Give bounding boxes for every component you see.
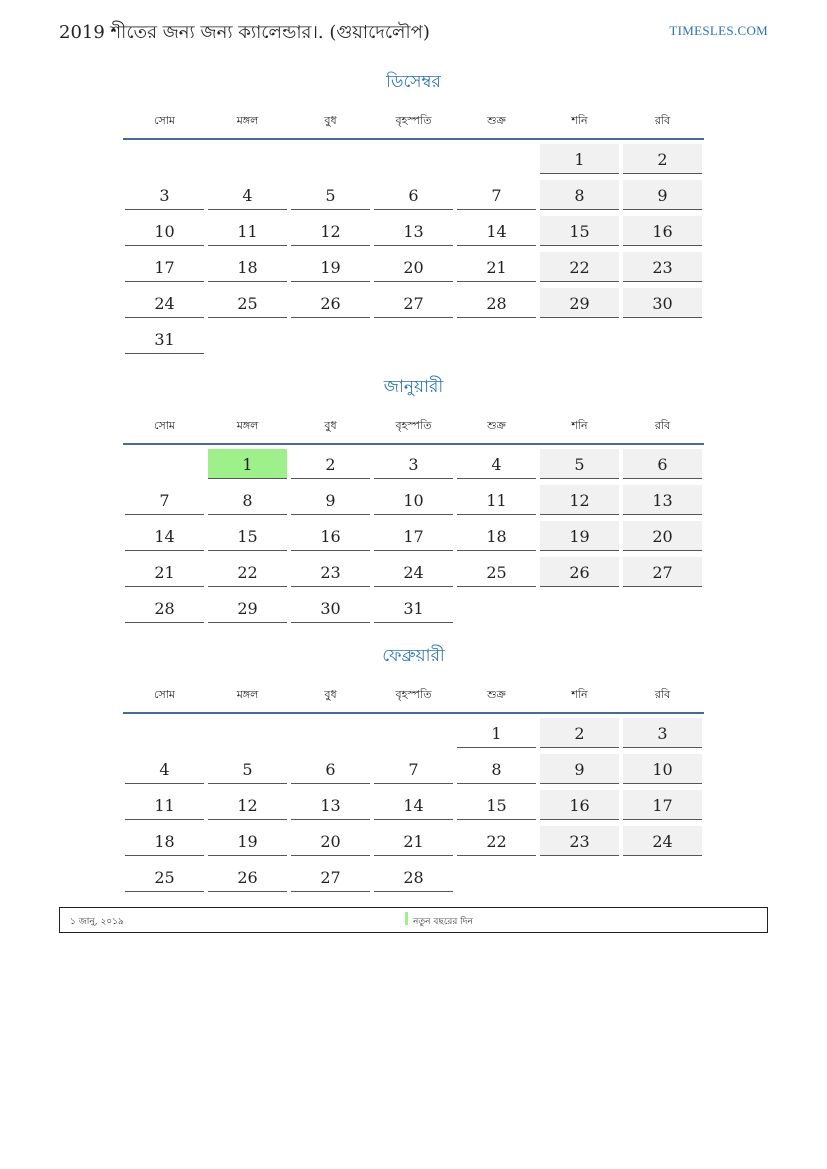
weekday-label: শুক্র [487,687,506,701]
day-cell: 23 [540,826,619,856]
day-cell: 27 [374,288,453,318]
day-cell: 26 [208,862,287,892]
day-cell: 8 [540,180,619,210]
day-cell: 20 [291,826,370,856]
day-grid [123,140,704,360]
holiday-legend [59,907,768,933]
weekday-label: বুধ [324,418,337,432]
weekday-label: সোম [153,418,176,432]
day-cell: 6 [623,449,702,479]
day-cell: 14 [457,216,536,246]
day-cell: 10 [623,754,702,784]
day-cell: 3 [125,180,204,210]
day-cell: 26 [291,288,370,318]
day-cell: 21 [457,252,536,282]
weekday-label: শনি [571,418,588,432]
day-cell: 27 [623,557,702,587]
day-cell: 11 [125,790,204,820]
month-january [123,375,704,629]
day-cell: 23 [291,557,370,587]
weekday-label: বৃহস্পতি [395,418,432,432]
empty-day-cell [374,718,453,748]
empty-day-cell [291,718,370,748]
weekday-label: সোম [153,687,176,701]
day-cell: 30 [623,288,702,318]
weekday-label: শুক্র [487,418,506,432]
weekday-label: শনি [571,113,588,127]
day-cell: 25 [457,557,536,587]
day-cell: 4 [125,754,204,784]
day-cell: 9 [623,180,702,210]
weekday-header [123,409,704,445]
day-cell: 19 [291,252,370,282]
weekday-label: রবি [654,687,671,701]
day-cell: 30 [291,593,370,623]
day-cell: 28 [374,862,453,892]
weekday-label: বুধ [324,687,337,701]
empty-day-cell [125,718,204,748]
day-cell: 29 [208,593,287,623]
day-cell: 24 [374,557,453,587]
day-cell: 21 [374,826,453,856]
empty-day-cell [125,144,204,174]
day-cell: 8 [457,754,536,784]
day-cell: 31 [374,593,453,623]
weekday-label: বৃহস্পতি [395,113,432,127]
day-cell: 8 [208,485,287,515]
day-grid [123,714,704,898]
day-cell: 1 [208,449,287,479]
month-december [123,70,704,360]
day-cell: 18 [457,521,536,551]
day-cell: 16 [623,216,702,246]
day-cell: 16 [291,521,370,551]
day-cell: 22 [457,826,536,856]
day-cell: 11 [457,485,536,515]
weekday-label: বুধ [324,113,337,127]
day-cell: 13 [623,485,702,515]
day-cell: 20 [374,252,453,282]
day-cell: 6 [291,754,370,784]
day-cell: 15 [457,790,536,820]
day-cell: 2 [623,144,702,174]
day-cell: 28 [457,288,536,318]
day-cell: 21 [125,557,204,587]
day-cell: 1 [540,144,619,174]
day-cell: 26 [540,557,619,587]
day-cell: 19 [540,521,619,551]
month-title: ডিসেম্বর [386,72,441,92]
day-cell: 7 [374,754,453,784]
month-february [123,644,704,898]
day-cell: 19 [208,826,287,856]
day-cell: 24 [623,826,702,856]
day-cell: 4 [457,449,536,479]
weekday-header [123,678,704,714]
day-cell: 15 [208,521,287,551]
day-cell: 2 [291,449,370,479]
weekday-label: রবি [654,113,671,127]
day-cell: 3 [374,449,453,479]
legend-holiday-name: নতুন বছরের দিন [413,917,473,927]
day-cell: 2 [540,718,619,748]
day-cell: 24 [125,288,204,318]
day-cell: 12 [540,485,619,515]
day-cell: 23 [623,252,702,282]
day-cell: 10 [125,216,204,246]
day-cell: 7 [125,485,204,515]
day-cell: 15 [540,216,619,246]
page-title: 2019 শীতের জন্য জন্য ক্যালেন্ডার।. (গুয়াদেলৌপ) [59,22,430,43]
empty-day-cell [208,144,287,174]
weekday-label: রবি [654,418,671,432]
day-cell: 10 [374,485,453,515]
weekday-label: বৃহস্পতি [395,687,432,701]
day-cell: 3 [623,718,702,748]
day-cell: 13 [374,216,453,246]
empty-day-cell [457,144,536,174]
day-cell: 31 [125,324,204,354]
day-cell: 7 [457,180,536,210]
day-cell: 22 [208,557,287,587]
day-cell: 13 [291,790,370,820]
day-cell: 28 [125,593,204,623]
empty-day-cell [291,144,370,174]
day-cell: 20 [623,521,702,551]
weekday-label: সোম [153,113,176,127]
day-cell: 5 [540,449,619,479]
day-cell: 14 [125,521,204,551]
site-link[interactable]: TIMESLES.COM [669,23,768,38]
day-cell: 17 [125,252,204,282]
weekday-header [123,104,704,140]
day-cell: 14 [374,790,453,820]
holiday-color-swatch [405,912,408,925]
month-title: জানুয়ারী [383,377,444,397]
legend-date: ১ জানু, ২০১৯ [70,917,124,927]
day-cell: 12 [291,216,370,246]
weekday-label: মঙ্গল [236,687,259,701]
day-cell: 1 [457,718,536,748]
day-cell: 5 [291,180,370,210]
day-cell: 6 [374,180,453,210]
day-cell: 29 [540,288,619,318]
empty-day-cell [374,144,453,174]
day-cell: 25 [208,288,287,318]
empty-day-cell [125,449,204,479]
day-cell: 27 [291,862,370,892]
day-cell: 16 [540,790,619,820]
day-grid [123,445,704,629]
day-cell: 18 [125,826,204,856]
day-cell: 25 [125,862,204,892]
day-cell: 12 [208,790,287,820]
day-cell: 9 [540,754,619,784]
day-cell: 17 [374,521,453,551]
weekday-label: শুক্র [487,113,506,127]
weekday-label: মঙ্গল [236,113,259,127]
weekday-label: মঙ্গল [236,418,259,432]
day-cell: 11 [208,216,287,246]
day-cell: 5 [208,754,287,784]
day-cell: 18 [208,252,287,282]
day-cell: 9 [291,485,370,515]
empty-day-cell [208,718,287,748]
day-cell: 17 [623,790,702,820]
weekday-label: শনি [571,687,588,701]
day-cell: 4 [208,180,287,210]
month-title: ফেব্রুয়ারী [382,646,445,666]
day-cell: 22 [540,252,619,282]
